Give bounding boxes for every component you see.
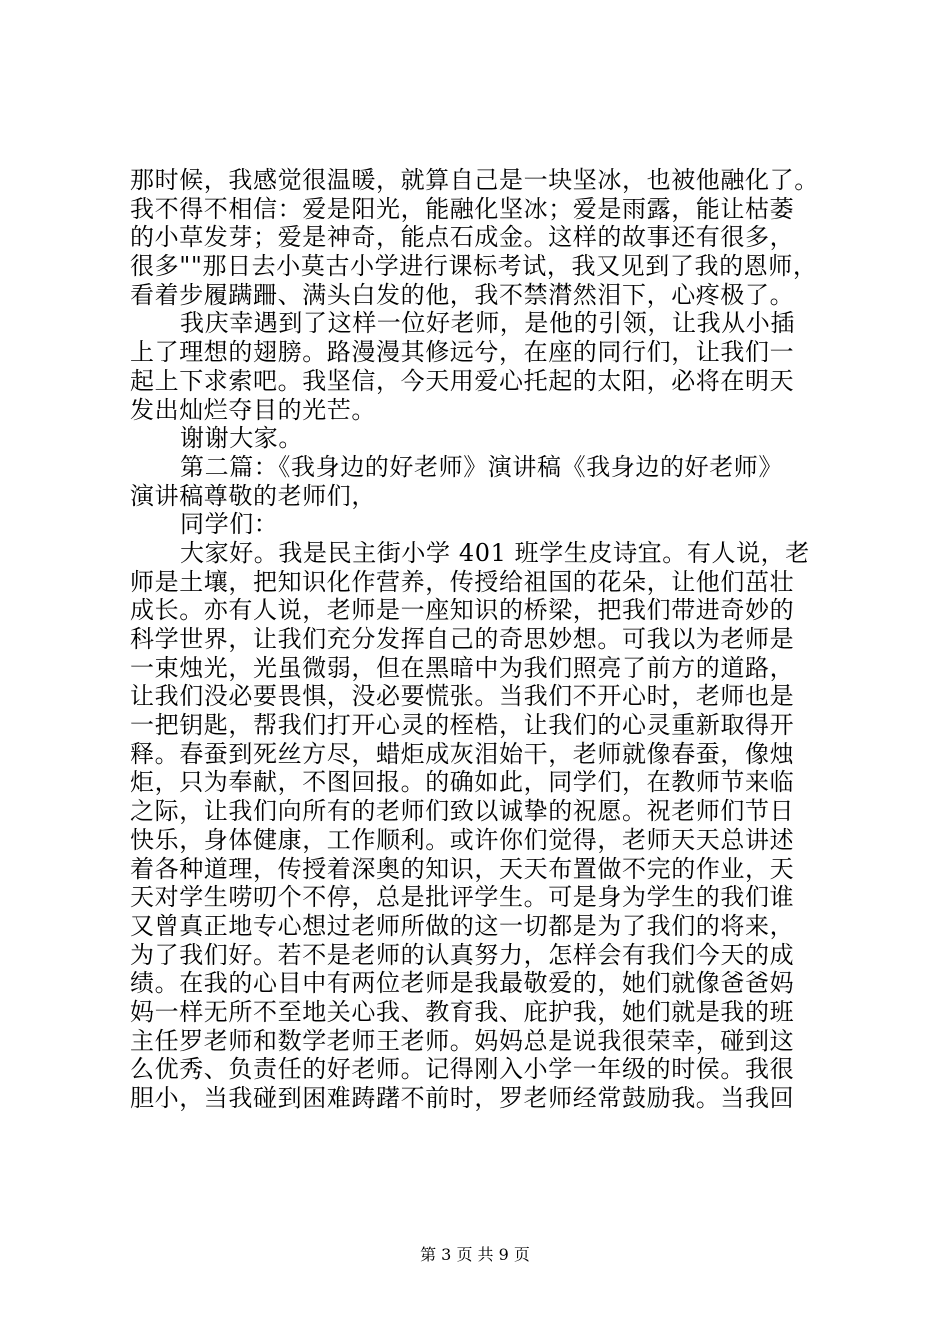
text-line: 很多""那日去小莫古小学进行课标考试，我又见到了我的恩师，: [130, 252, 818, 281]
text-line: 一把钥匙，帮我们打开心灵的桎梏，让我们的心灵重新取得开: [130, 711, 795, 740]
text-line: 一束烛光，光虽微弱，但在黑暗中为我们照亮了前方的道路，: [130, 653, 795, 682]
text-line: 天对学生唠叨个不停，总是批评学生。可是身为学生的我们谁: [130, 883, 795, 912]
page-footer: 第 3 页 共 9 页: [420, 1245, 530, 1264]
text-line: 成长。亦有人说，老师是一座知识的桥梁，把我们带进奇妙的: [130, 596, 795, 625]
text-line: 胆小，当我碰到困难踌躇不前时，罗老师经常鼓励我。当我回: [130, 1084, 795, 1112]
text-line: 绩。在我的心目中有两位老师是我最敬爱的，她们就像爸爸妈: [130, 969, 795, 998]
text-line: 那时候，我感觉很温暖，就算自己是一块坚冰，也被他融化了。: [130, 166, 819, 194]
text-line: 么优秀、负责任的好老师。记得刚入小学一年级的时侯。我很: [130, 1055, 795, 1084]
text-line: 科学世界，让我们充分发挥自己的奇思妙想。可我以为老师是: [130, 625, 795, 653]
text-line: 同学们：: [180, 510, 279, 539]
text-line: 又曾真正地专心想过老师所做的这一切都是为了我们的将来，: [130, 911, 795, 940]
text-line: 之际，让我们向所有的老师们致以诚挚的祝愿。祝老师们节日: [130, 797, 795, 826]
text-line: 发出灿烂夺目的光芒。: [130, 395, 376, 424]
text-line: 妈一样无所不至地关心我、教育我、庇护我，她们就是我的班: [130, 997, 795, 1026]
text-line: 快乐，身体健康，工作顺利。或许你们觉得，老师天天总讲述: [130, 825, 795, 854]
text-line: 大家好。我是民主街小学 401 班学生皮诗宜。有人说，老: [180, 538, 810, 567]
text-line: 师是土壤，把知识化作营养，传授给祖国的花朵，让他们茁壮: [130, 567, 795, 596]
text-line: 释。春蚕到死丝方尽，蜡炬成灰泪始干，老师就像春蚕，像烛: [130, 739, 795, 768]
text-line: 炬，只为奉献，不图回报。的确如此，同学们，在教师节来临: [130, 768, 795, 797]
text-line: 着各种道理，传授着深奥的知识，天天布置做不完的作业，天: [130, 854, 795, 883]
text-line: 主任罗老师和数学老师王老师。妈妈总是说我很荣幸，碰到这: [130, 1026, 795, 1055]
text-line: 看着步履蹒跚、满头白发的他，我不禁潸然泪下，心疼极了。: [130, 280, 795, 309]
body-text: [130, 166, 835, 1113]
text-line: 演讲稿尊敬的老师们，: [130, 481, 376, 510]
text-line: 我不得不相信：爱是阳光，能融化坚冰；爱是雨露，能让枯萎: [130, 194, 795, 223]
text-line: 的小草发芽；爱是神奇，能点石成金。这样的故事还有很多，: [130, 223, 795, 252]
text-line: 为了我们好。若不是老师的认真努力，怎样会有我们今天的成: [130, 940, 795, 969]
text-line: 我庆幸遇到了这样一位好老师，是他的引领，让我从小插: [180, 309, 795, 338]
text-line: 谢谢大家。: [180, 424, 303, 453]
text-line: 起上下求索吧。我坚信，今天用爱心托起的太阳，必将在明天: [130, 366, 795, 395]
text-line: 让我们没必要畏惧，没必要慌张。当我们不开心时，老师也是: [130, 682, 795, 711]
text-line: 第二篇：《我身边的好老师》演讲稿《我身边的好老师》: [180, 452, 783, 481]
text-line: 上了理想的翅膀。路漫漫其修远兮，在座的同行们，让我们一: [130, 338, 795, 367]
